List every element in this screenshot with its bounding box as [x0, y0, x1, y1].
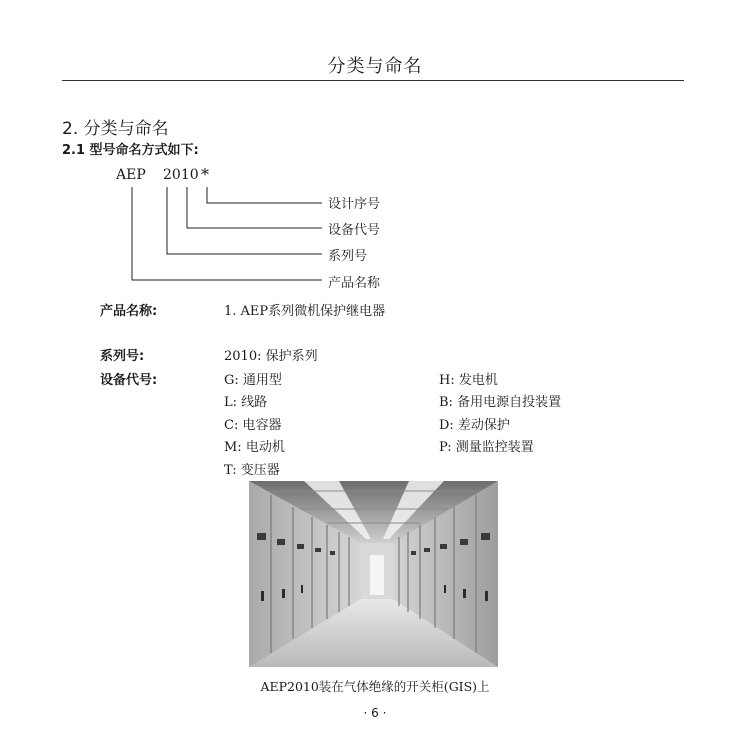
page-number: · 6 ·: [363, 706, 387, 720]
diagram-label-series-number: 系列号: [328, 249, 368, 264]
diagram-label-device-code: 设备代号: [328, 223, 381, 238]
page-header-title: 分类与命名: [327, 56, 423, 77]
device-code-g: G: 通用型: [224, 373, 282, 388]
device-code-b: B: 备用电源自投装置: [439, 395, 562, 410]
product-name-value: 1. AEP系列微机保护继电器: [224, 304, 386, 319]
device-code-h: H: 发电机: [439, 373, 498, 388]
series-label: 系列号:: [100, 349, 145, 364]
model-code-prefix: AEP: [116, 167, 146, 183]
device-code-l: L: 线路: [224, 395, 268, 410]
device-code-c: C: 电容器: [224, 418, 282, 433]
device-code-p: P: 测量监控装置: [439, 440, 534, 455]
photo-caption: AEP2010装在气体绝缘的开关柜(GIS)上: [260, 679, 490, 694]
device-code-label: 设备代号:: [100, 373, 158, 388]
device-code-t: T: 变压器: [224, 463, 280, 478]
subsection-title: 2.1 型号命名方式如下:: [62, 143, 199, 158]
line-design-serial: [207, 187, 322, 203]
device-code-d: D: 差动保护: [439, 418, 510, 433]
switchgear-photo: [249, 481, 498, 667]
line-product-name: [132, 187, 322, 280]
model-code-number: 2010: [163, 167, 199, 183]
line-series-number: [167, 187, 322, 254]
series-value: 2010: 保护系列: [224, 349, 318, 364]
naming-diagram-lines: [0, 0, 750, 300]
section-title: 2. 分类与命名: [62, 119, 169, 139]
diagram-label-design-serial: 设计序号: [328, 197, 381, 212]
device-code-m: M: 电动机: [224, 440, 285, 455]
diagram-label-product-name: 产品名称: [328, 276, 381, 291]
product-name-label: 产品名称:: [100, 304, 158, 319]
model-code-wildcard: *: [201, 165, 209, 184]
